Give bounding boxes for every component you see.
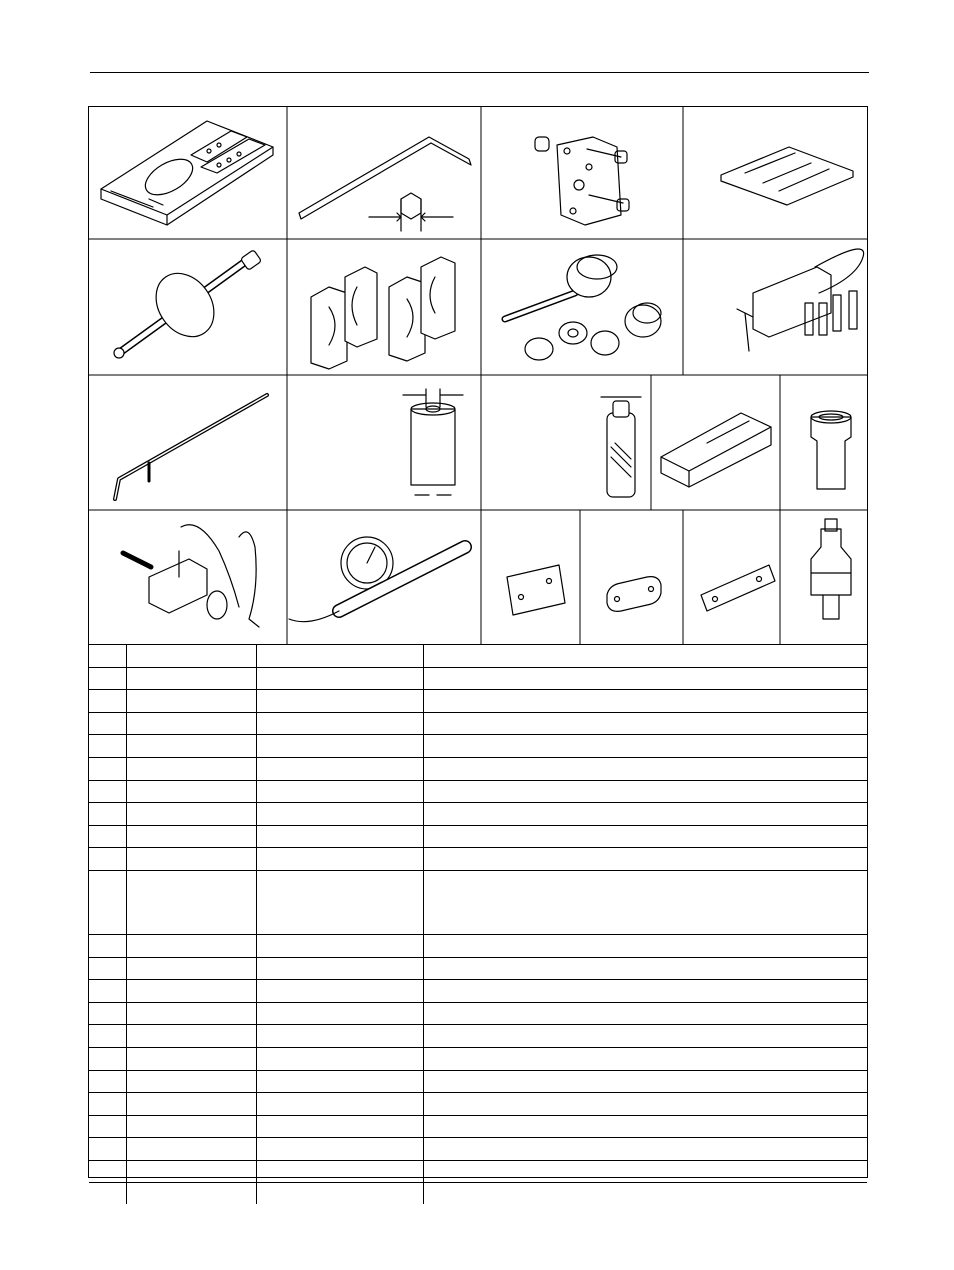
cell-no: [89, 1160, 126, 1183]
cell-part-number: [126, 803, 256, 826]
header-rule: [90, 72, 869, 73]
cell-note: [423, 957, 867, 980]
cell-part-number: [126, 690, 256, 713]
cell-name: [256, 870, 423, 934]
cell-note: [423, 980, 867, 1003]
cell-note: [423, 848, 867, 871]
cell-part-number: [126, 1070, 256, 1093]
cell-note: [423, 803, 867, 826]
cell-note: [423, 1183, 867, 1205]
cell-name: [256, 667, 423, 690]
cell-name: [256, 957, 423, 980]
slide-hammer-icon: [114, 250, 262, 358]
cell-no: [89, 1115, 126, 1138]
special-tools-sheet: [88, 106, 868, 1178]
table-row: [89, 1002, 867, 1025]
cell-no: [89, 1183, 126, 1205]
cell-no: [89, 780, 126, 803]
cell-name: [256, 780, 423, 803]
table-row: [89, 870, 867, 934]
cell-name: [256, 848, 423, 871]
cell-part-number: [126, 1183, 256, 1205]
cell-part-number: [126, 934, 256, 957]
valve-spring-compressor-icon: [737, 249, 864, 351]
cell-no: [89, 667, 126, 690]
cell-note: [423, 645, 867, 668]
cell-name: [256, 690, 423, 713]
cell-part-number: [126, 712, 256, 735]
cup-holder-icon: [811, 411, 851, 489]
cell-part-number: [126, 848, 256, 871]
cell-no: [89, 645, 126, 668]
table-row: [89, 690, 867, 713]
sleeve-tube-icon: [403, 389, 463, 495]
cell-note: [423, 735, 867, 758]
table-row: [89, 780, 867, 803]
cell-no: [89, 1025, 126, 1048]
cell-no: [89, 1093, 126, 1116]
cell-part-number: [126, 1115, 256, 1138]
slotted-block-icon: [661, 413, 771, 487]
cell-name: [256, 803, 423, 826]
cell-part-number: [126, 825, 256, 848]
cell-note: [423, 757, 867, 780]
long-plate-icon: [701, 565, 775, 611]
table-row: [89, 757, 867, 780]
table-row: [89, 957, 867, 980]
cell-name: [256, 1047, 423, 1070]
small-plate-icon: [507, 565, 565, 615]
flange-plate-icon: [607, 577, 661, 612]
table-row: [89, 1070, 867, 1093]
cell-part-number: [126, 667, 256, 690]
table-row: [89, 712, 867, 735]
bent-rod-icon: [115, 395, 267, 499]
cell-no: [89, 712, 126, 735]
threaded-adapter-icon: [811, 519, 851, 619]
illustration-grid: [89, 107, 867, 644]
cell-no: [89, 848, 126, 871]
table-row: [89, 934, 867, 957]
cell-no: [89, 1002, 126, 1025]
cell-name: [256, 1115, 423, 1138]
cell-note: [423, 1138, 867, 1161]
cell-part-number: [126, 1138, 256, 1161]
cell-note: [423, 1115, 867, 1138]
cell-part-number: [126, 870, 256, 934]
pressure-adapter-valve-icon: [123, 525, 259, 627]
cell-note: [423, 1160, 867, 1183]
cell-note: [423, 690, 867, 713]
cell-note: [423, 712, 867, 735]
table-row: [89, 803, 867, 826]
cell-part-number: [126, 980, 256, 1003]
cell-name: [256, 757, 423, 780]
table-row: [89, 1115, 867, 1138]
cell-part-number: [126, 735, 256, 758]
cell-no: [89, 957, 126, 980]
cell-name: [256, 980, 423, 1003]
cell-note: [423, 1025, 867, 1048]
cell-note: [423, 1047, 867, 1070]
cell-name: [256, 1138, 423, 1161]
table-row: [89, 667, 867, 690]
cell-part-number: [126, 1025, 256, 1048]
cell-note: [423, 1070, 867, 1093]
cell-part-number: [126, 780, 256, 803]
cell-no: [89, 803, 126, 826]
cell-note: [423, 1093, 867, 1116]
mounting-plate-icon: [535, 137, 629, 225]
cell-part-number: [126, 1160, 256, 1183]
table-row: [89, 735, 867, 758]
bearing-installer-set-icon: [505, 255, 661, 360]
cell-note: [423, 667, 867, 690]
hex-wrench-icon: [299, 137, 471, 231]
cell-no: [89, 980, 126, 1003]
table-row: [89, 1138, 867, 1161]
cell-no: [89, 757, 126, 780]
cell-name: [256, 735, 423, 758]
table-row: [89, 980, 867, 1003]
tools-table: [89, 644, 867, 1204]
table-row: [89, 1160, 867, 1183]
table-row: [89, 825, 867, 848]
cell-part-number: [126, 1002, 256, 1025]
cell-note: [423, 825, 867, 848]
cell-name: [256, 1183, 423, 1205]
cell-no: [89, 934, 126, 957]
table-row: [89, 1047, 867, 1070]
cell-name: [256, 1025, 423, 1048]
cell-name: [256, 1160, 423, 1183]
cell-part-number: [126, 1093, 256, 1116]
cell-note: [423, 1002, 867, 1025]
table-row: [89, 848, 867, 871]
vise-jaw-blocks-icon: [311, 257, 455, 369]
pressure-gauge-icon: [289, 537, 465, 622]
cell-no: [89, 690, 126, 713]
cell-no: [89, 1047, 126, 1070]
cell-part-number: [126, 645, 256, 668]
cell-no: [89, 1070, 126, 1093]
cell-name: [256, 1093, 423, 1116]
cell-name: [256, 934, 423, 957]
cell-no: [89, 870, 126, 934]
cell-note: [423, 934, 867, 957]
cell-part-number: [126, 1047, 256, 1070]
cell-note: [423, 870, 867, 934]
comb-plate-gauge-icon: [721, 147, 853, 205]
cell-part-number: [126, 757, 256, 780]
table-row: [89, 1183, 867, 1205]
table-row: [89, 1093, 867, 1116]
pocket-tester-icon: [101, 121, 273, 225]
cell-note: [423, 780, 867, 803]
cell-name: [256, 1002, 423, 1025]
cell-name: [256, 1070, 423, 1093]
table-row: [89, 1025, 867, 1048]
plunger-drift-icon: [601, 397, 641, 497]
cell-part-number: [126, 957, 256, 980]
table-row: [89, 645, 867, 668]
cell-no: [89, 735, 126, 758]
cell-no: [89, 1138, 126, 1161]
cell-no: [89, 825, 126, 848]
cell-name: [256, 645, 423, 668]
cell-name: [256, 825, 423, 848]
cell-name: [256, 712, 423, 735]
